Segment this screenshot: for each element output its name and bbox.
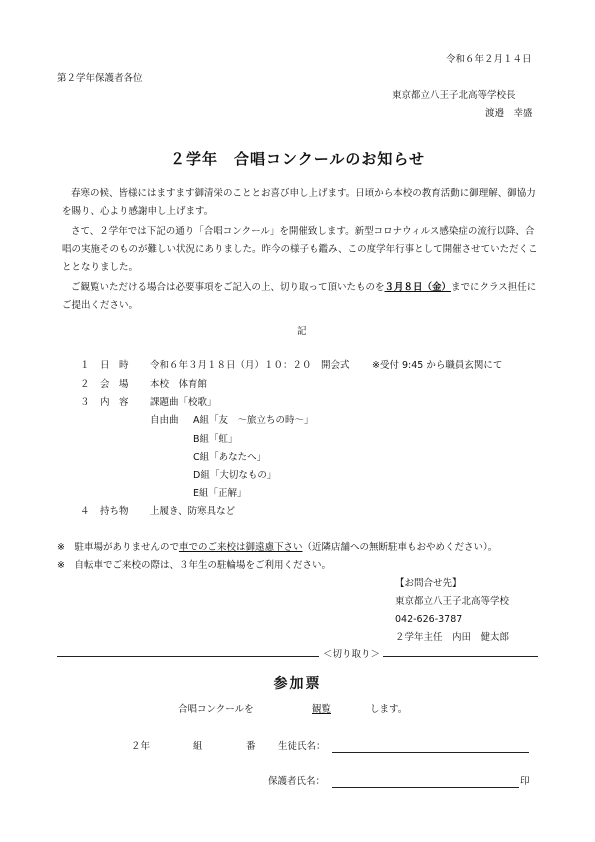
item-number-2: ２	[80, 379, 90, 390]
item-value-belongings: 上履き、防寒具など	[150, 506, 236, 517]
paragraph-3-pre: ご観覧いただける場合は必要事項をご記入の上、切り取って頂いたものを	[71, 282, 385, 293]
parking-note	[57, 542, 497, 554]
item-label-belongings: 持ち物	[100, 506, 129, 517]
cut-label: ＜切り取り＞	[323, 649, 381, 660]
body-paragraph-1: 春寒の候、皆様にはますます御清栄のこととお喜び申し上げます。日頃から本校の教育活動に御理解、御協力を賜り、心より感謝申し上げます。	[62, 188, 536, 217]
body-paragraph-3	[62, 279, 542, 315]
student-name-label: 生徒氏名：	[278, 741, 326, 752]
seal-label: 印	[520, 776, 530, 787]
reception-note: ※受付 9:45 から職員玄関にて	[372, 360, 503, 371]
document-date: 令和６年２月１４日	[446, 54, 532, 65]
paragraph-3-post: までにクラス担任にご提出ください。	[62, 282, 537, 311]
ticket-title: 参加票	[273, 676, 322, 692]
item-value-venue: 本校 体育館	[150, 379, 208, 390]
parking-note-pre: ※ 駐車場がありませんので	[57, 542, 179, 553]
class-label: 組	[193, 741, 203, 752]
item-number-4: ４	[80, 506, 90, 517]
item-number-1: １	[80, 360, 90, 371]
item-label-venue: 会 場	[100, 379, 129, 390]
item-value-datetime: 令和６年３月１８日（月）１０：２０ 開会式	[150, 360, 350, 371]
item-value-content: 課題曲「校歌」	[150, 397, 217, 408]
ticket-line-pre: 合唱コンクールを	[178, 704, 254, 715]
recipient: 第２学年保護者各位	[57, 73, 143, 84]
song-item: B組「虹」	[193, 434, 238, 445]
bicycle-note: ※ 自転車でご来校の際は、３年生の駐輪場をご利用ください。	[57, 560, 331, 571]
number-label: 番	[246, 741, 256, 752]
grade-label: ２年	[131, 741, 151, 752]
parking-note-post: （近隣店舗への無断駐車もおやめください）。	[302, 542, 498, 553]
page-title: ２学年 合唱コンクールのお知らせ	[170, 150, 425, 168]
contact-phone: 042-626-3787	[395, 614, 463, 625]
parking-note-emphasis: 車でのご来校は御遠慮下さい	[178, 542, 303, 553]
song-item: A組「友 ～旅立ちの時～」	[193, 415, 314, 426]
ki-heading: 記	[297, 326, 307, 337]
contact-school: 東京都立八王子北高等学校	[395, 596, 510, 607]
song-item: C組「あなたへ」	[193, 452, 267, 463]
deadline-date: ３月８日（金）	[384, 282, 452, 293]
school-name: 東京都立八王子北高等学校長	[392, 90, 516, 101]
item-number-3: ３	[80, 397, 90, 408]
ticket-line-post: します。	[370, 704, 408, 715]
body-paragraph-2: さて、２学年では下記の通り「合唱コンクール」を開催致します。新型コロナウィルス感染症の流行以降、合唱の実施そのものが難しい状況にありました。昨今の様子も鑑み、この度学年行事として開催させていただくこととなりました。	[62, 226, 538, 273]
item-label-content: 内 容	[100, 397, 129, 408]
free-song-label: 自由曲	[150, 415, 179, 426]
student-name-line[interactable]	[332, 752, 529, 753]
guardian-name-line[interactable]	[332, 787, 519, 788]
cut-line-right	[383, 656, 538, 657]
principal-name: 渡邉 幸盛	[485, 108, 533, 119]
cut-line-left	[57, 656, 319, 657]
contact-heading: 【お問合せ先】	[395, 578, 462, 589]
ticket-action: 観覧	[312, 704, 332, 715]
contact-person: ２学年主任 内田 健太郎	[395, 632, 510, 643]
song-item: E組「正解」	[193, 488, 247, 499]
song-item: D組「大切なもの」	[193, 470, 277, 481]
item-label-datetime: 日 時	[100, 360, 129, 371]
guardian-name-label: 保護者氏名：	[268, 776, 326, 787]
